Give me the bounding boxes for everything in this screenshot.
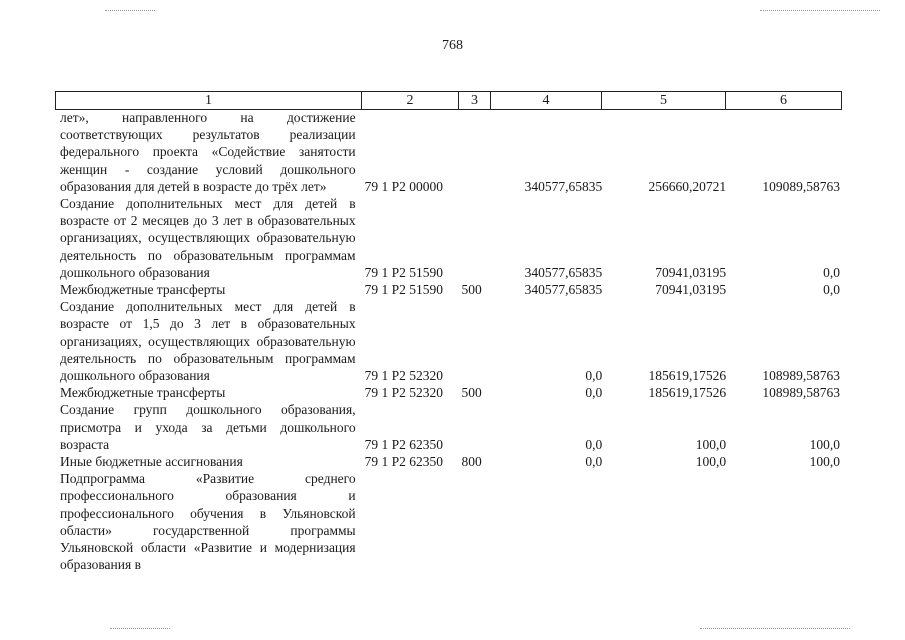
row-code: 79 1 P2 51590 [364,282,443,298]
row-col5: 70941,03195 [655,282,727,298]
header-col-3: 3 [459,92,491,109]
row-code: 79 1 P2 00000 [364,178,443,194]
row-type: 800 [461,454,482,470]
row-code: 79 1 P2 51590 [364,264,443,280]
header-col-4: 4 [491,92,602,109]
row-col5: 100,0 [695,454,727,470]
row-code: 79 1 P2 52320 [364,368,443,384]
scan-artifact [760,10,880,12]
table-row [60,281,840,298]
row-col5: 185619,17526 [648,368,727,384]
row-code: 79 1 P2 52320 [364,385,443,401]
row-col4: 0,0 [585,454,603,470]
row-col4: 340577,65835 [524,178,603,194]
row-name: лет», направленного на достижение соответствующих результатов реализации федерального проекта «Содействие занятости женщин - создание условий дошкольного образования для детей в возрасте до трёх лет» [60,110,356,194]
scan-artifact [105,10,155,12]
row-col4: 0,0 [585,368,603,384]
row-code: 79 1 P2 62350 [364,454,443,470]
row-name: Создание групп дошкольного образования, присмотра и ухода за детьми дошкольного возраста [60,402,356,452]
row-col5: 256660,20721 [648,178,727,194]
table-row [60,470,840,573]
row-name: Межбюджетные трансферты [60,282,226,298]
table-header [55,91,842,110]
row-name: Иные бюджетные ассигнования [60,454,243,470]
row-name: Подпрограмма «Развитие среднего профессионального образования и профессионального обучения в Ульяновской области» государственной программы Ульяновской области «Развитие и модернизация образования в [60,471,356,573]
row-col6: 109089,58763 [762,178,840,194]
row-col6: 0,0 [823,282,840,298]
table-body [60,109,840,573]
table-row [60,384,840,401]
row-type: 500 [461,282,482,298]
table-row [60,453,840,470]
row-col5: 185619,17526 [648,385,727,401]
row-col5: 100,0 [695,436,727,452]
table-row [60,401,840,453]
header-col-1: 1 [56,92,362,109]
row-col6: 108989,58763 [762,368,840,384]
row-name: Создание дополнительных мест для детей в возрасте от 2 месяцев до 3 лет в образовательных организациях, осуществляющих образовательную деятельность по образовательным программам дошкольного образования [60,196,356,280]
row-col6: 100,0 [809,436,840,452]
row-col4: 340577,65835 [524,264,603,280]
row-type: 500 [461,385,482,401]
header-col-5: 5 [602,92,726,109]
row-col4: 0,0 [585,385,603,401]
row-code: 79 1 P2 62350 [364,436,443,452]
table-row [60,109,840,195]
table-row [60,298,840,384]
row-col4: 0,0 [585,436,603,452]
row-col4: 340577,65835 [524,282,603,298]
scan-artifact [700,628,850,630]
page-number: 768 [442,38,463,53]
row-col6: 108989,58763 [762,385,840,401]
header-col-6: 6 [780,93,787,108]
row-col6: 100,0 [809,454,840,470]
row-col6: 0,0 [823,264,840,280]
table-row [60,195,840,281]
row-name: Создание дополнительных мест для детей в возрасте от 1,5 до 3 лет в образовательных организациях, осуществляющих образовательную деятельность по образовательным программам дошкольного образования [60,299,356,384]
row-name: Межбюджетные трансферты [60,385,226,401]
scan-artifact [110,628,170,630]
row-col5: 70941,03195 [655,264,727,280]
header-col-2: 2 [362,92,459,109]
